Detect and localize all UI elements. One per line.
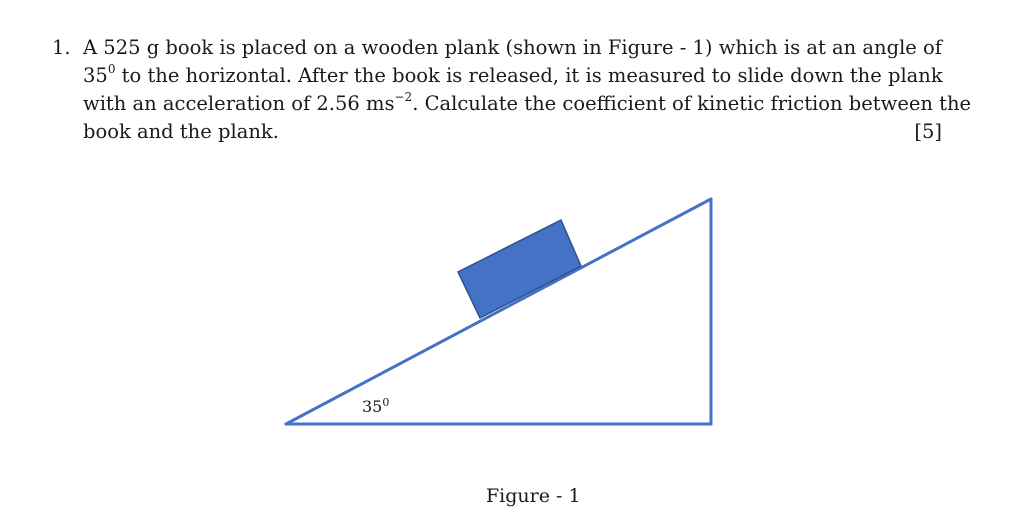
book-block	[458, 220, 581, 318]
question-line-3-rest: . Calculate the coefficient of kinetic friction between the	[412, 92, 972, 115]
question-number: 1.	[52, 36, 71, 59]
question-line-2-text: to the horizontal. After the book is released, it is measured to slide down the plank	[115, 64, 943, 87]
question-line-1: A 525 g book is placed on a wooden plank (shown in Figure - 1) which is at an angle of	[83, 36, 942, 59]
question-line-4-text: book and the plank.	[83, 120, 279, 143]
angle-label	[362, 396, 389, 416]
plank-line	[286, 199, 711, 424]
angle-label-degree: 0	[382, 396, 390, 409]
figure-caption: Figure - 1	[486, 485, 581, 507]
question-line-3-text: with an acceleration of 2.56 ms	[83, 92, 395, 115]
marks-label: [5]	[914, 120, 942, 143]
angle-label-value: 35	[362, 397, 383, 416]
degree-superscript: 0	[107, 61, 116, 76]
angle-value: 35	[83, 64, 108, 87]
unit-exponent: −2	[394, 89, 413, 104]
inclined-plane-triangle	[286, 199, 711, 424]
